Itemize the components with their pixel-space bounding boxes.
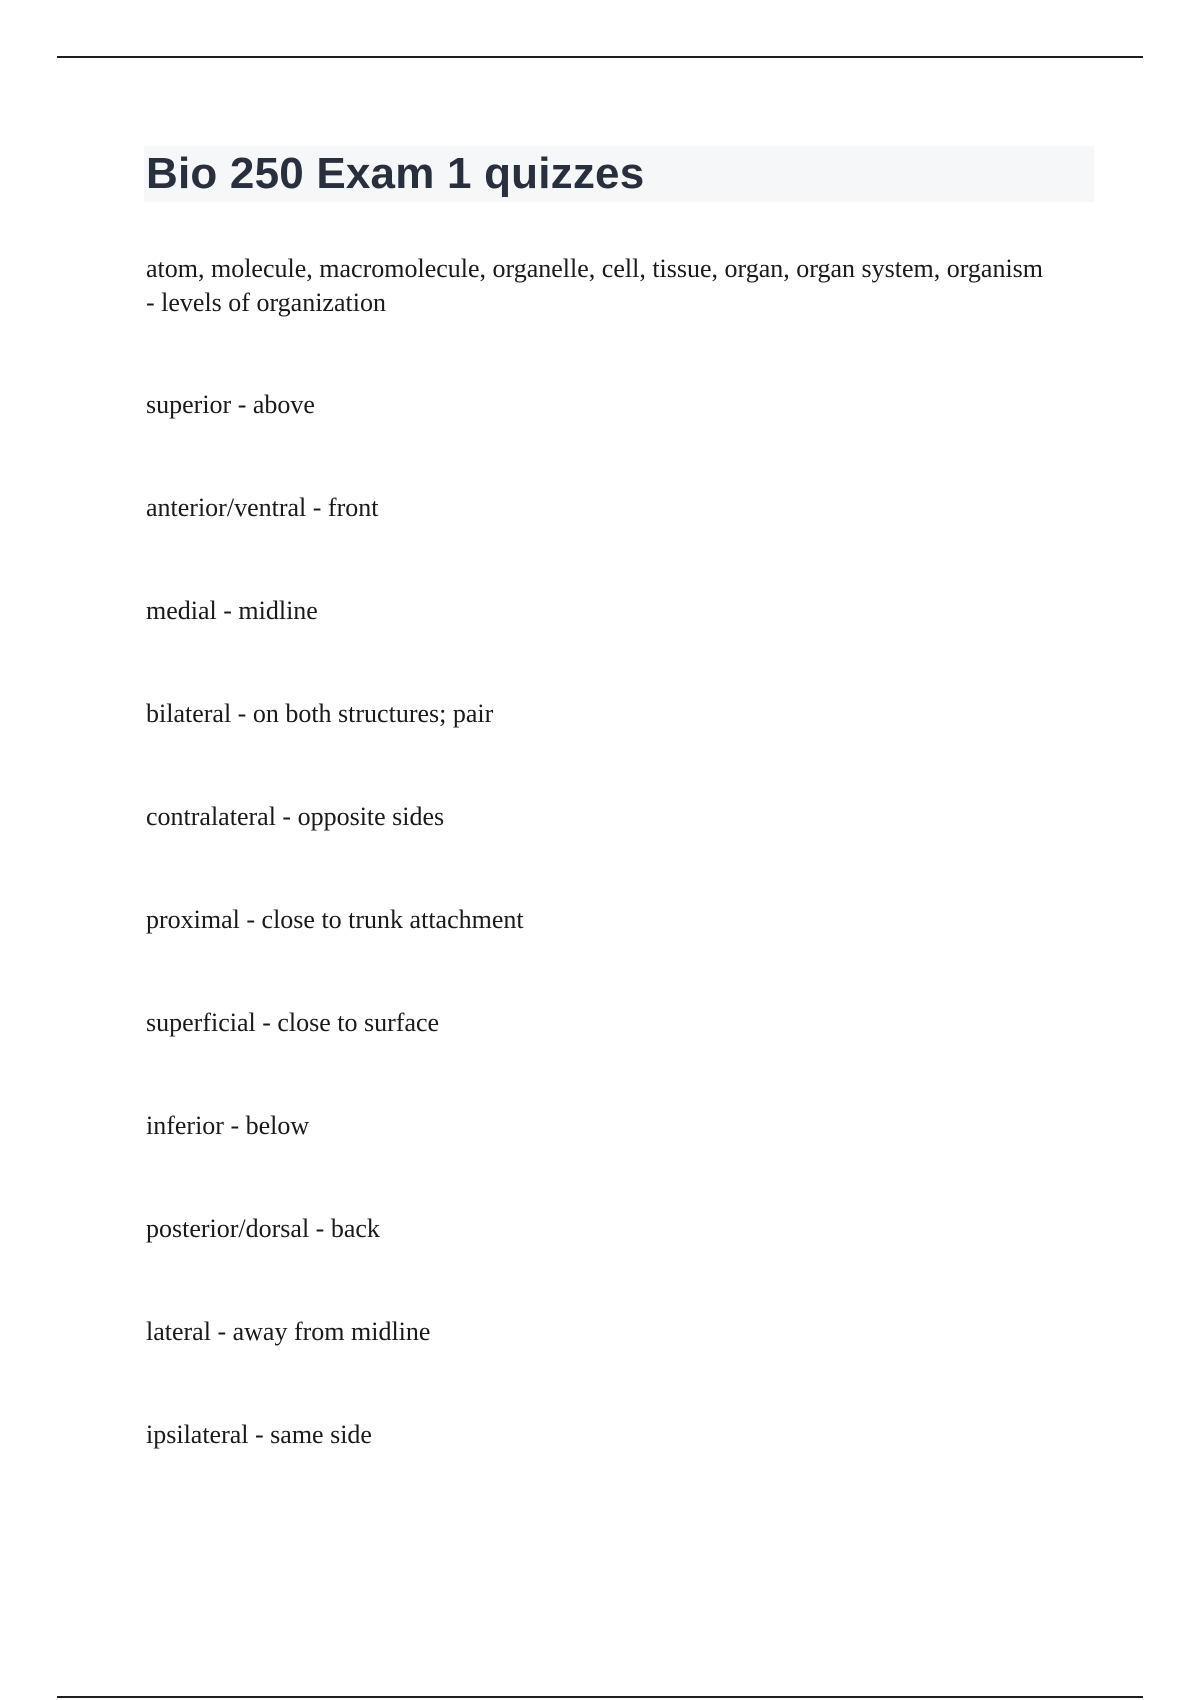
flashcard-entry: medial - midline [146,596,318,625]
flashcard-entry: anterior/ventral - front [146,493,379,522]
flashcard-entry: proximal - close to trunk attachment [146,905,524,934]
flashcard-entry: superior - above [146,390,315,419]
flashcard-entry: lateral - away from midline [146,1317,431,1346]
header-rule [57,56,1143,58]
page-title: Bio 250 Exam 1 quizzes [146,149,645,198]
footer-rule [57,1696,1143,1698]
flashcard-entry: ipsilateral - same side [146,1420,372,1449]
flashcard-list [146,252,1046,1521]
flashcard-entry: atom, molecule, macromolecule, organelle, cell, tissue, organ, organ system, organism - levels of organization [146,254,1044,317]
flashcard-entry: bilateral - on both structures; pair [146,699,494,728]
flashcard-entry: superficial - close to surface [146,1008,440,1037]
flashcard-entry: contralateral - opposite sides [146,802,445,831]
flashcard-entry: posterior/dorsal - back [146,1214,380,1243]
flashcard-entry: inferior - below [146,1111,310,1140]
